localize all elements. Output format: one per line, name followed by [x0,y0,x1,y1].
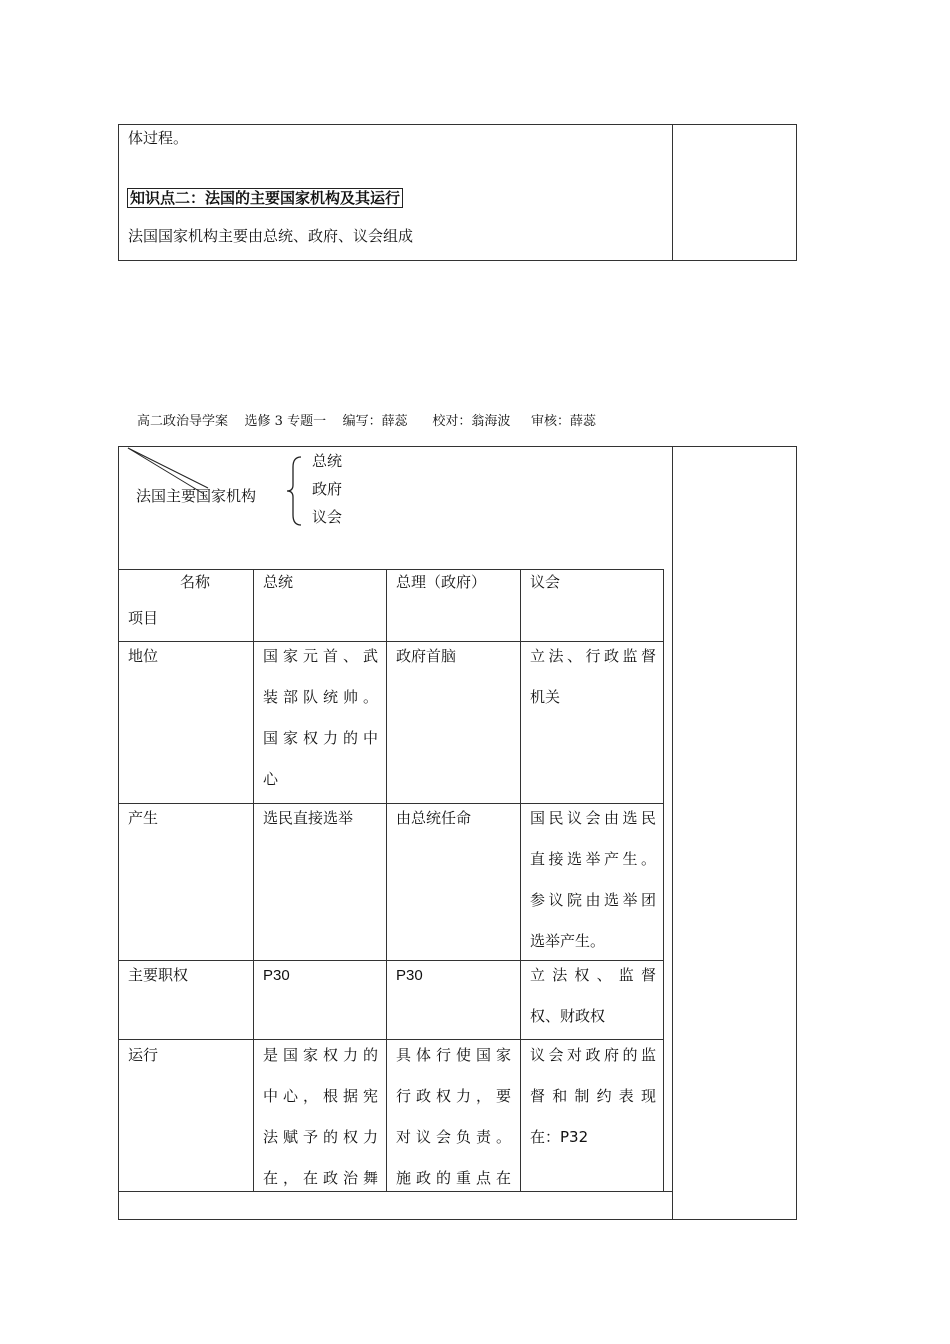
page-header: 高二政治导学案 选修 3 专题一 编写：薛蕊 校对：翁海波 审核：薛蕊 [137,414,597,429]
cell-operation-government [396,1035,511,1191]
cell-line: 对议会负责。 [396,1128,511,1146]
cell-line: 在：P32 [530,1128,589,1146]
section-heading-wrap [127,188,403,207]
cell-powers-parliament [530,955,656,1037]
cell-line: 具体行使国家 [396,1046,511,1064]
col-divider-2 [386,569,387,1192]
cell-line: 由总统任命 [396,809,472,827]
cell-line: 国民议会由选民 [530,809,656,827]
row-label-status: 地位 [128,647,159,665]
text-line-3: 法国国家机构主要由总统、政府、议会组成 [128,227,414,245]
cell-line: 督和制约表现 [530,1087,656,1105]
row-label-operation: 运行 [128,1046,159,1064]
cell-line: 施政的重点在 [396,1169,511,1187]
cell-line: 国家元首、武 [263,647,378,665]
cell-line: P30 [396,967,423,984]
cell-line: 议会对政府的监 [530,1046,656,1064]
cell-status-government [396,636,511,677]
cell-line: P30 [263,967,290,984]
diagram-branch-2: 政府 [312,480,343,498]
col-divider-3 [520,569,521,1192]
col-header-president: 总统 [263,573,294,591]
col-header-parliament: 议会 [530,573,561,591]
row-label-origin: 产生 [128,809,159,827]
cell-status-president [263,636,378,800]
col-header-government: 总理（政府） [396,573,487,591]
cell-line: 选民直接选举 [263,809,354,827]
col-divider-1 [253,569,254,1192]
row-label-powers: 主要职权 [128,966,189,984]
cell-line: 参议院由选举团 [530,891,656,909]
cell-line: 立法、行政监督 [530,647,656,665]
cell-powers-government [396,955,511,996]
cell-operation-parliament [530,1035,656,1191]
cell-line: 中心，根据宪 [263,1087,378,1105]
text-line-1: 体过程。 [128,129,189,147]
cell-origin-parliament [530,798,656,962]
cell-origin-president [263,798,378,839]
cell-status-parliament [530,636,656,718]
diagram-branch-3: 议会 [312,508,343,526]
brace-icon [285,455,305,527]
cell-line: 机关 [530,688,561,706]
corner-label-name: 名称 [180,573,211,591]
cell-powers-president [263,955,378,996]
cell-line: 装部队统帅。 [263,688,378,706]
cell-origin-government [396,798,511,839]
cell-line: 直接选举产生。 [530,850,656,868]
corner-label-item: 项目 [128,609,159,627]
cell-line: 国家权力的中 [263,729,378,747]
cell-line: 立法权、监督 [530,966,656,984]
cell-line: 政府首脑 [396,647,457,665]
bottom-section-divider [672,446,673,1220]
top-section-divider [672,124,673,261]
cell-line: 在，在政治舞 [263,1169,378,1187]
diagram-root: 法国主要国家机构 [136,487,257,505]
cell-line: 是国家权力的 [263,1046,378,1064]
cell-line: 选举产生。 [530,932,606,950]
diagram-branch-1: 总统 [312,452,343,470]
cell-line: 权、财政权 [530,1007,606,1025]
cell-operation-president [263,1035,378,1191]
section-heading: 知识点二：法国的主要国家机构及其运行 [127,188,403,208]
cell-line: 法赋予的权力 [263,1128,378,1146]
cell-line: 心 [263,770,279,788]
cell-line: 行政权力，要 [396,1087,511,1105]
